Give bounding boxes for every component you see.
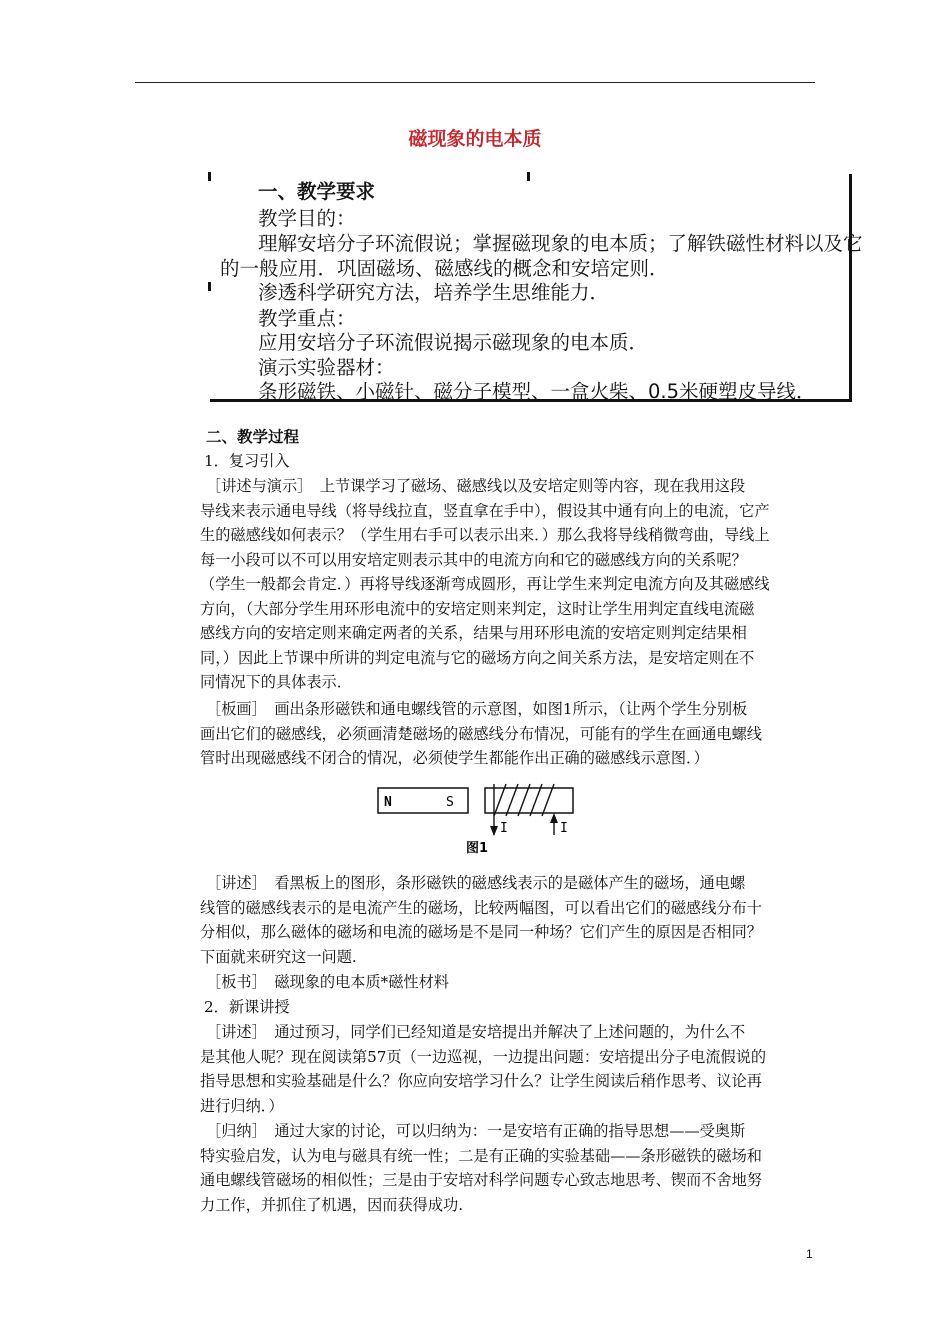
text-line: ［归纳］ 通过大家的讨论，可以归纳为：一是安培有正确的指导思想——受奥斯 <box>206 1122 746 1140</box>
text-line: 同，）因此上节课中所讲的判定电流与它的磁场方向之间关系方法，是安培定则在不 <box>200 648 755 667</box>
text-line: ［讲述］ 看黑板上的图形，条形磁铁的磁感线表示的是磁体产生的磁场，通电螺 <box>206 874 746 892</box>
text-line: 进行归纳．） <box>200 1096 284 1115</box>
requirements-heading: 一、教学要求 <box>258 180 376 203</box>
paragraph-new-lesson <box>200 1020 790 1118</box>
box-corner-mark <box>208 172 211 181</box>
text-line: 是其他人呢？现在阅读第57页（一边巡视，一边提出问题：安培提出分子电流假说的 <box>200 1047 767 1066</box>
figure-caption: 图1 <box>466 841 489 856</box>
requirements-line: 理解安培分子环流假说；掌握磁现象的电本质；了解铁磁性材料以及它 <box>258 232 863 255</box>
requirements-line: 教学重点： <box>258 307 356 330</box>
current-label-right: I <box>560 821 568 836</box>
text-line: ［讲述与演示］ 上节课学习了磁场、磁感线以及安培定则等内容，现在我用这段 <box>206 477 746 495</box>
board-writing: ［板书］ 磁现象的电本质*磁性材料 <box>206 973 449 991</box>
text-line: 同情况下的具体表示． <box>200 673 352 691</box>
box-corner-mark <box>527 172 530 181</box>
requirements-line: 渗透科学研究方法，培养学生思维能力． <box>258 281 610 304</box>
box-corner-mark <box>208 282 211 291</box>
header-rule <box>135 82 815 83</box>
south-pole-label: S <box>446 795 454 810</box>
current-label-left: I <box>500 821 508 836</box>
text-line: ［讲述］ 通过预习，同学们已经知道是安培提出并解决了上述问题的，为什么不 <box>206 1023 746 1041</box>
page-number: 1 <box>806 1247 813 1261</box>
document-title: 磁现象的电本质 <box>408 128 542 150</box>
requirements-box <box>208 172 863 404</box>
solenoid-body <box>485 788 573 813</box>
text-line: 力工作，并抓住了机遇，因而获得成功. <box>200 1195 464 1214</box>
requirements-line: 条形磁铁、小磁针、磁分子模型、一盒火柴、0.5米硬塑皮导线． <box>258 380 816 403</box>
requirements-line: 教学目的： <box>258 207 356 230</box>
subsection-heading: 2．新课讲授 <box>204 998 290 1016</box>
text-line: 下面就来研究这一问题. <box>200 947 357 966</box>
text-line: 线管的磁感线表示的是电流产生的磁场，比较两幅图，可以看出它们的磁感线分布十 <box>200 898 762 917</box>
text-line: 方向，（大部分学生用环形电流中的安培定则来判定，这时让学生用判定直线电流磁 <box>200 599 755 618</box>
current-arrow-down <box>490 826 498 836</box>
text-line: （学生一般都会肯定．）再将导线逐渐弯成圆形，再让学生来判定电流方向及其磁感线 <box>200 575 770 593</box>
requirements-line: 演示实验器材： <box>258 356 395 379</box>
requirements-line: 的一般应用．巩固磁场、磁感线的概念和安培定则． <box>220 257 669 280</box>
box-right-border <box>849 174 852 400</box>
requirements-line: 应用安培分子环流假说揭示磁现象的电本质． <box>258 331 649 354</box>
text-line: 生的磁感线如何表示？（学生用右手可以表示出来．）那么我将导线稍微弯曲，导线上 <box>200 526 770 544</box>
text-line: 感线方向的安培定则来确定两者的关系，结果与用环形电流的安培定则判定结果相 <box>200 624 747 642</box>
section-heading: 二、教学过程 <box>206 428 300 446</box>
text-line: 画出它们的磁感线，必须画清楚磁场的磁感线分布情况，可能有的学生在画通电螺线 <box>200 724 762 743</box>
figure-1 <box>370 780 585 860</box>
text-line: 特实验启发，认为电与磁具有统一性；二是有正确的实验基础——条形磁铁的磁场和 <box>200 1146 762 1165</box>
text-line: 分相似，那么磁体的磁场和电流的磁场是不是同一种场？它们产生的原因是否相同？ <box>200 923 762 941</box>
paragraph-board-drawing <box>200 697 790 771</box>
north-pole-label: N <box>384 795 392 810</box>
current-arrow-up <box>550 813 558 823</box>
paragraph-review <box>200 474 790 695</box>
text-line: 管时出现磁感线不闭合的情况，必须使学生都能作出正确的磁感线示意图．） <box>200 749 709 767</box>
subsection-heading: 1．复习引入 <box>204 452 290 470</box>
paragraph-explain <box>200 871 790 969</box>
text-line: ［板画］ 画出条形磁铁和通电螺线管的示意图，如图1所示，（让两个学生分别板 <box>206 700 748 718</box>
text-line: 指导思想和实验基础是什么？你应向安培学习什么？让学生阅读后稍作思考、议论再 <box>200 1072 762 1090</box>
text-line: 通电螺线管磁场的相似性；三是由于安培对科学问题专心致志地思考、锲而不舍地努 <box>200 1171 762 1189</box>
paragraph-summary <box>200 1119 790 1217</box>
text-line: 导线来表示通电导线（将导线拉直，竖直拿在手中），假设其中通有向上的电流，它产 <box>200 501 770 520</box>
text-line: 每一小段可以不可以用安培定则表示其中的电流方向和它的磁感线方向的关系呢？ <box>200 550 747 569</box>
